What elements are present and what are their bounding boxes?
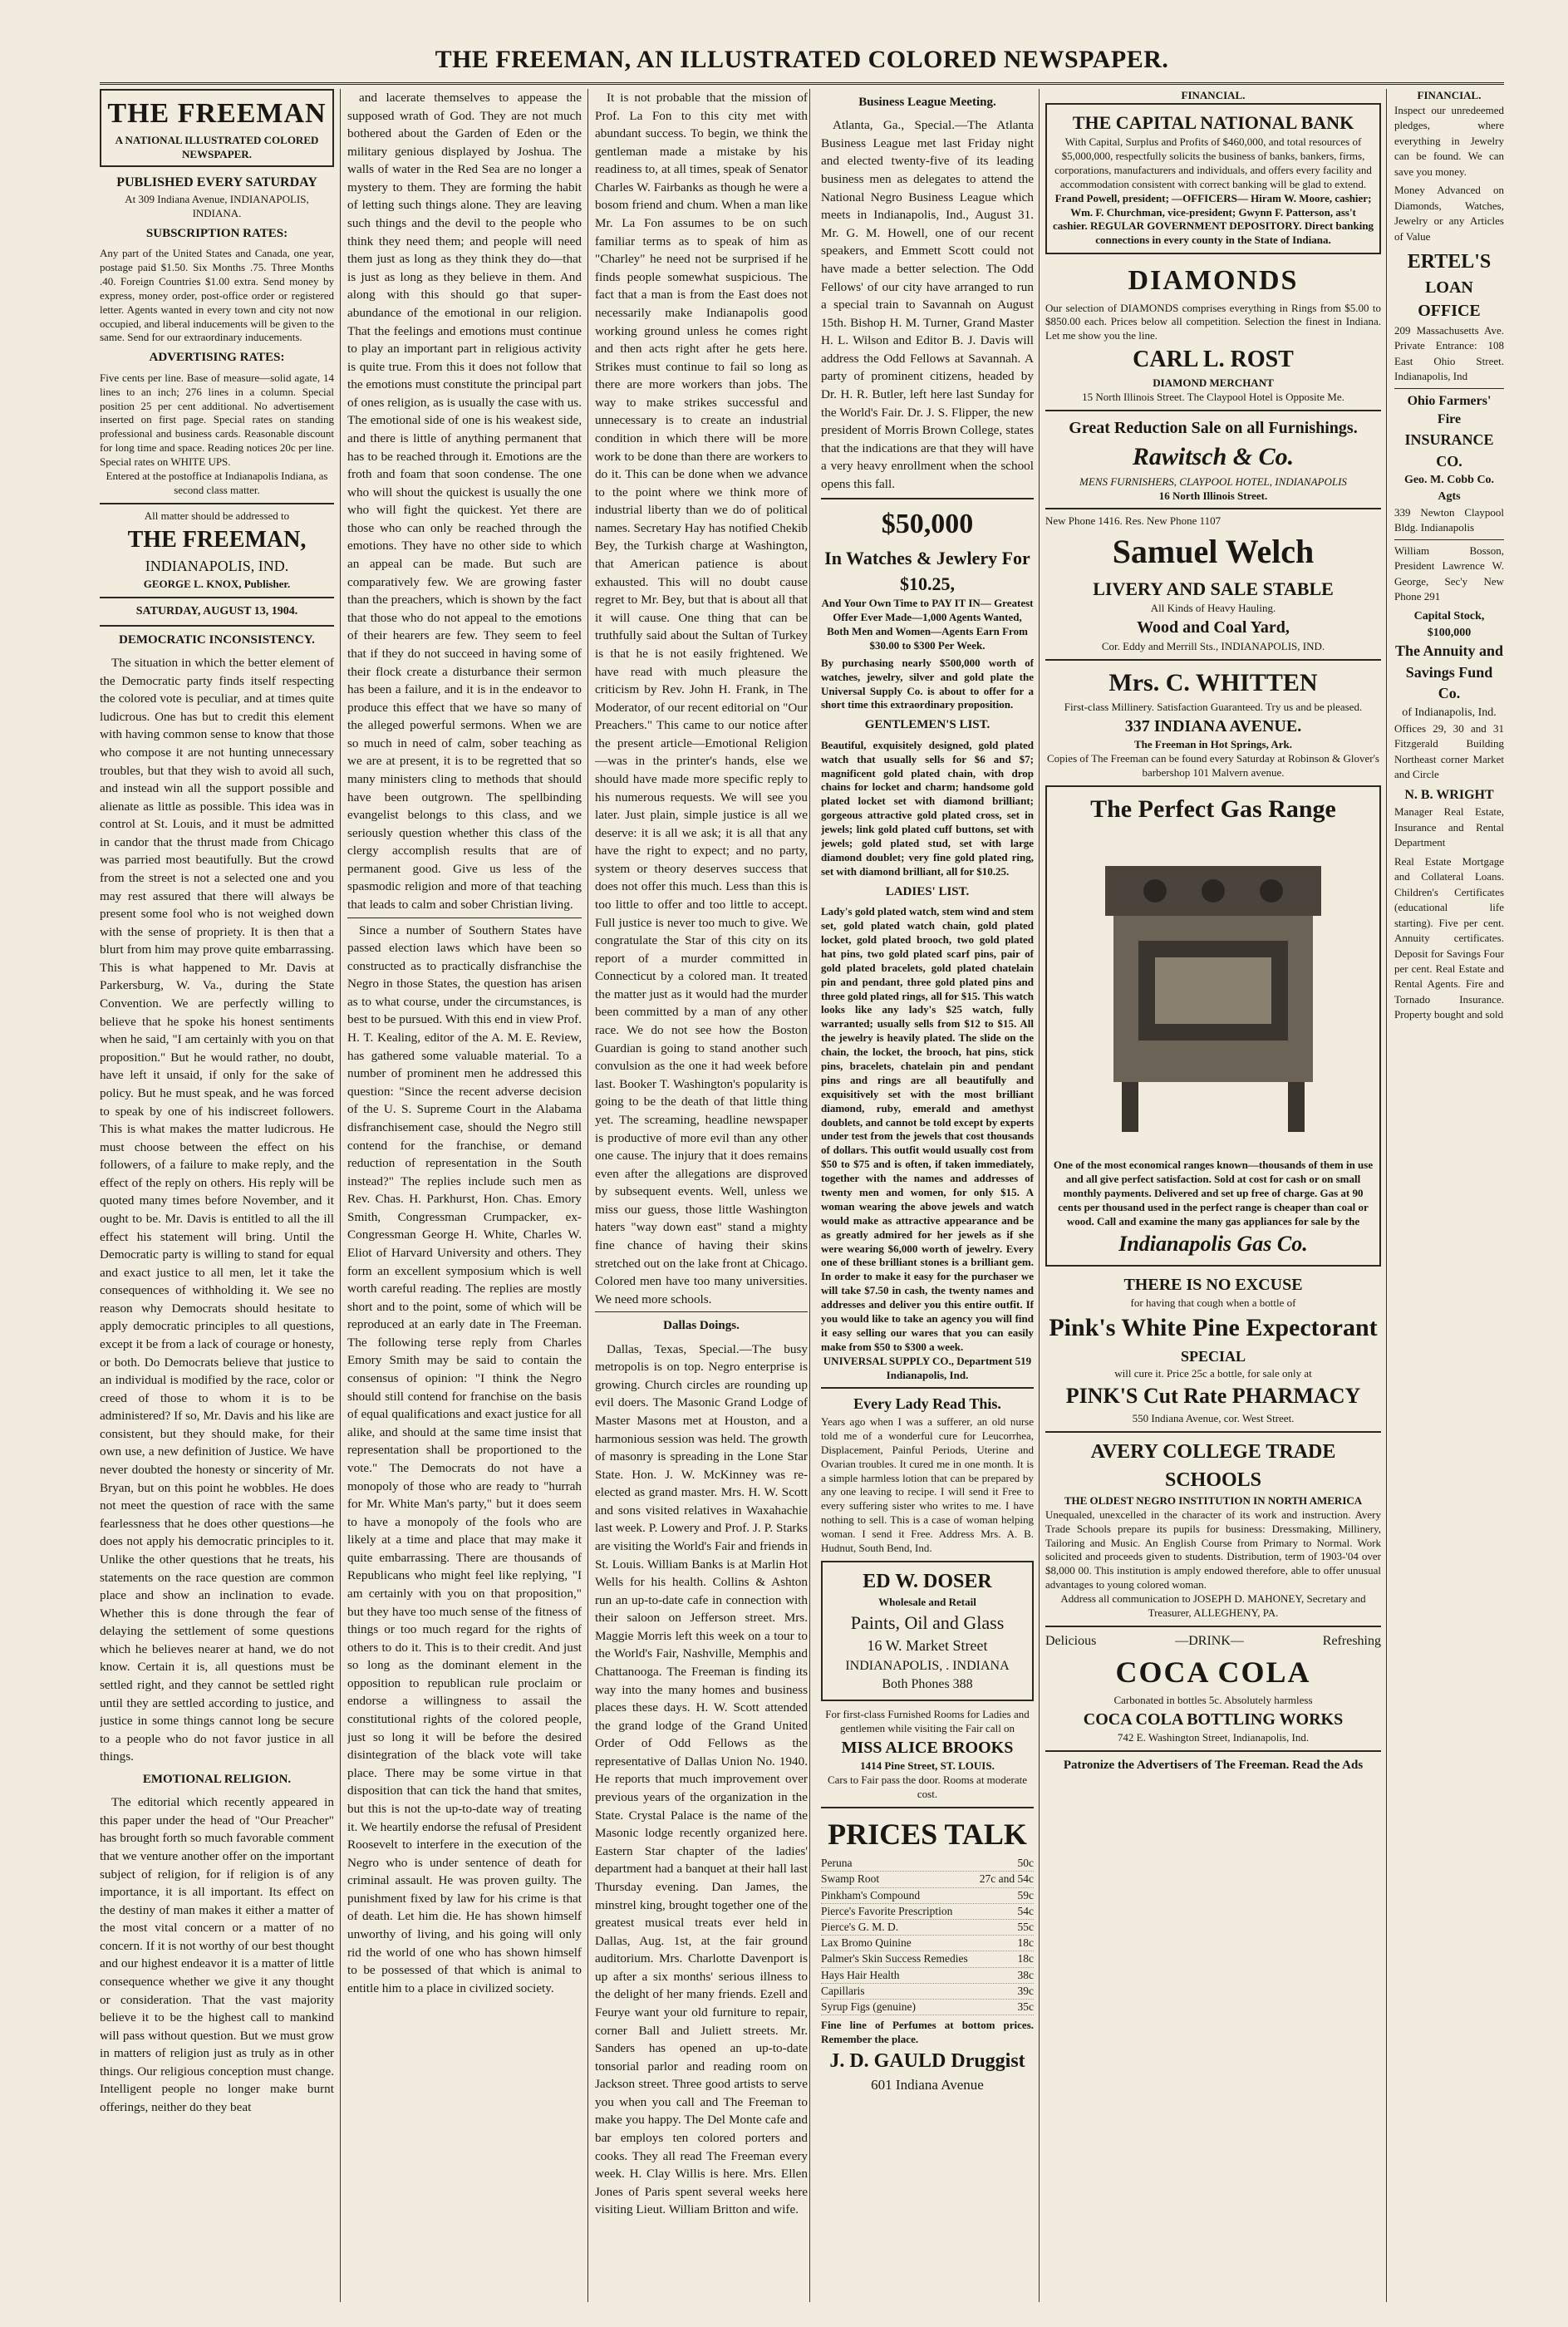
nameplate-box — [100, 89, 334, 167]
ertel-addr: 209 Massachusetts Ave. Private Entrance: 108 East Ohio Street. Indianapolis, Ind — [1394, 323, 1504, 383]
price-row — [821, 1920, 1034, 1936]
wright-name: N. B. WRIGHT — [1404, 787, 1494, 802]
coke-addr: 742 E. Washington Street, Indianapolis, Ind. — [1117, 1731, 1310, 1744]
rost-addr: 15 North Illinois Street. The Claypool Hotel is Opposite Me. — [1082, 390, 1344, 403]
nameplate-title: THE FREEMAN — [107, 98, 327, 129]
watch-addr: UNIVERSAL SUPPLY CO., Department 519 Indianapolis, Ind. — [823, 1354, 1032, 1381]
hotsprings-body: Copies of The Freeman can be found every Saturday at Robinson & Glover's barbershop 101 Malvern avenue. — [1047, 752, 1379, 780]
whitten-name: Mrs. C. WHITTEN — [1108, 668, 1318, 696]
coke-right: Refreshing — [1322, 1633, 1381, 1648]
article2-body: The editorial which recently appeared in this paper under the head of "Our Preacher" has brought forth so much favorable comment that we venture another offer on the important subject of religion, for if religion is of any importance, it is all important. Its effect on the destiny of man makes it either a matter of the most vital concern or a matter of no concern. If it is not worthy of our best thought and our highest endeavor it is a matter of little consequence whether we give it any thought or consideration. That the vast majority believe it to be the highest call to mankind will pass without question. But we must grow in matters of religion just as truly as in other things. Our religious conception must change. Intelligent people no longer make burnt offerings, neither do they beat — [100, 1795, 334, 2115]
welch-hauling: All Kinds of Heavy Hauling. — [1150, 602, 1276, 615]
price-value: 54c — [1017, 1904, 1034, 1917]
gas-company: Indianapolis Gas Co. — [1118, 1231, 1308, 1256]
col3-article: It is not probable that the mission of Prof. La Fon to this city met with abundant success. To begin, we think the gentleman made a mistake by his readiness to, at all times, speak of Senator Charles W. Fairbanks as though he were a bosom friend and chum. When a man like Mr. La Fon assumes to be on such familiar terms as to speak of him as "Charley" he need not be surprised if he finds people somewhat suspicious. The fact that a man is from the East does not necessarily make Indianapolis good working ground unless he comes right and then acts right after he gets here. Strikes must continue to fail so long as there are more workers than jobs. The way to make strikes successful and unnecessary is to create an industrial condition in which there will be more work to be done than there are workers to do it. This can be done when we advance to the point where we think more of industrial liberty than we do of political names. Secretary Hay has notified Chekib Bey, the Turkish charge at Washington, that American patience is about exhausted. This will no doubt cause regret to Mr. Bey, but that is about all that it will cause. One thing that can be truthfully said about the Sultan of Turkey is that he is not easily frightened. We have read with much pleasure the criticism by Rev. John H. Frank, in The Moderator, of our recent editorial on "Our Preachers." This came to our notice after the present article—Emotional Religion—was in the printer's hands, else we should have made more specific reply to his numerous requests. We will see you later. Just plain, simple justice is all we deserve: it is all we ask; it is all that any have the right to expect; and no party, system or theory deserves success that does not offer this much. Less than this is too little to offer and too little to accept. Full justice is never too much to give. We congratulate the Star of this city on its report of a murder committed in Connecticut by a colored man. It treated the matter just as it would had the murder been committed by a man of any other race. We do not see how the Boston Guardian is going to stand another such convulsion as the one it had week before last. Booker T. Washington's popularity is going to be the death of that little thing yet. The screaming, headline newspaper is productive of more evil than any other one cause. The injury that it does remains even after the allegations are disproved by subsequent events. Well, unless we miss our guess, those little Washington haters "way down east" stand a mighty fine chance of having their skins stretched out on the lake front at Chicago. Colored men have too many universities. We need more schools. — [595, 91, 808, 1306]
diamonds-body: Our selection of DIAMONDS comprises everything in Rings from $5.00 to $850.00 each. Prices below all competition. Selection the finest in Indiana. Let me show you the line. — [1045, 301, 1381, 342]
annuity-officers: William Bosson, President Lawrence W. George, Sec'y New Phone 291 — [1394, 544, 1504, 603]
masthead: THE FREEMAN, AN ILLUSTRATED COLORED NEWSPAPER. — [100, 46, 1504, 85]
price-value: 18c — [1017, 1936, 1034, 1950]
doser-line2: Paints, Oil and Glass — [850, 1611, 1005, 1633]
price-item: Hays Hair Health — [821, 1968, 900, 1981]
dallas-title: Dallas Doings. — [663, 1319, 740, 1333]
coke-drink: —DRINK— — [1175, 1633, 1244, 1648]
coke-header — [1045, 1632, 1381, 1651]
annuity-offices: Offices 29, 30 and 31 Fitzgerald Building Northeast corner Market and Circle — [1394, 721, 1504, 781]
ladies-body: Lady's gold plated watch, stem wind and stem set, gold plated watch chain, gold plated locket, gold plated brooch, two gold plated hat pins, two gold plated scarf pins, pair of gold plated bracelets, gold plated chatelain pin and pendant, three gold plated pins and three gold plated rings, all for $15. This watch looks like any lady's $25 watch, fully warranted; usually sells from $12 to $15. All the jewelry is heavily plated. The slide on the chain, the locket, the brooch, hat pins, stick pins, bracelets, chatelain pin and pendant pins and rings are all beautifully and exquisitively set with the most brilliant diamond, ruby, emerald and amethyst doublets, and cannot be told except by experts under test from the jewels that cost thousands of dollars. This outfit would usually cost from $50 to $75 and is often, if taken immediately, together with the names and addresses of twenty men and women, for only $15. A woman wearing the above jewels and watch would make as attractive appearance and be as greatly admired for her jewels as if she were wearing $6,000 worth of jewelry. Every one of these brilliant stones is a brilliant gem. In order to make it easy for the purchaser we will take $7.50 in cash, the twenty names and addresses and deliver you this entire outfit. If you would like to take an agency you will find it easy selling our wares that you can easily make from $50 to $300 a week. — [821, 905, 1034, 1353]
nameplate-subtitle: A NATIONAL ILLUSTRATED COLORED NEWSPAPER. — [115, 134, 319, 161]
price-value: 18c — [1017, 1952, 1034, 1965]
gents-title: GENTLEMEN'S LIST. — [864, 718, 990, 732]
column-rule — [587, 89, 588, 2302]
pink-sub: for having that cough when a bottle of — [1130, 1296, 1296, 1310]
stove-illustration — [1089, 833, 1338, 1149]
column-3 — [595, 89, 808, 2302]
pink-pharmacy: PINK'S Cut Rate PHARMACY — [1065, 1383, 1361, 1408]
bank-ad — [1045, 103, 1381, 254]
rawitsch-addr: 16 North Illinois Street. — [1158, 489, 1268, 502]
annuity-capital: Capital Stock, $100,000 — [1413, 609, 1485, 639]
adv-body: Five cents per line. Base of measure—solid agate, 14 lines to an inch; 276 lines in a column. Special position 25 per cent additional. No advertisement inserted on first page. Special rates on standing professional and business cards. Reasonable discount for long time and space. Reading notices 20c per line. Special rates on WHITE UPS. — [100, 371, 334, 469]
footer-note: Patronize the Advertisers of The Freeman. Read the Ads — [1063, 1758, 1364, 1772]
price-row — [821, 1856, 1034, 1872]
price-item: Peruna — [821, 1857, 853, 1870]
gauld-name: J. D. GAULD Druggist — [829, 2050, 1025, 2073]
services: Real Estate Mortgage and Collateral Loans. Children's Certificates (educational life starting). Five per cent. Annuity certificates. Deposit for Savings Four per cent. Real Estate and Rental Agents. Fire and Tornado Insurance. Property bought and sold — [1394, 854, 1504, 1021]
subs-title: SUBSCRIPTION RATES: — [145, 226, 288, 240]
price-row — [821, 1984, 1034, 2000]
welch-phones: New Phone 1416. Res. New Phone 1107 — [1045, 514, 1221, 528]
doser-line1: Wholesale and Retail — [878, 1596, 976, 1609]
diamonds-title: DIAMONDS — [1128, 265, 1299, 297]
ohio-agent: Geo. M. Cobb Co. Agts — [1403, 474, 1495, 504]
price-value: 35c — [1017, 2000, 1034, 2014]
loan-intro: Inspect our unredeemed pledges, where everything in Jewelry can be found. We can save you money. — [1394, 103, 1504, 178]
column-rule — [340, 89, 341, 2302]
prices-list — [821, 1856, 1034, 2015]
column-6 — [1394, 89, 1504, 2302]
doser-line4: INDIANAPOLIS, . INDIANA — [845, 1658, 1010, 1673]
financial-label: FINANCIAL. — [1181, 89, 1246, 101]
ladies-title: LADIES' LIST. — [885, 884, 970, 898]
column-rule — [809, 89, 810, 2302]
ertel-loan: LOAN OFFICE — [1418, 278, 1481, 321]
entered-note: Entered at the postoffice at Indianapolis Indiana, as second class matter. — [106, 470, 328, 496]
avery-body: Unequaled, unexcelled in the character of its work and instruction. Avery Trade Schools prepare its pupils for business: Dressmaking, Millinery, Tailoring and Music. An English Course from Primary to Normal. Work solicited and proceeds given to students. Distribution, term of 1903-'04 over $8,000 00. This institution is amply endowed therefore, able to offer unusual advantages to young colored woman. — [1045, 1508, 1381, 1592]
doser-line5: Both Phones 388 — [882, 1677, 973, 1692]
ohio-ins: INSURANCE CO. — [1404, 431, 1494, 470]
adv-title: ADVERTISING RATES: — [149, 351, 285, 365]
rost-tag: DIAMOND MERCHANT — [1153, 376, 1274, 389]
brooks-addr: 1414 Pine Street, ST. LOUIS. — [860, 1759, 995, 1773]
coke-works: COCA COLA BOTTLING WORKS — [1083, 1710, 1344, 1729]
pink-addr: 550 Indiana Avenue, cor. West Street. — [1132, 1411, 1295, 1424]
price-row — [821, 1936, 1034, 1951]
sale-title: Great Reduction Sale on all Furnishings. — [1069, 418, 1358, 437]
pink-intro: THERE IS NO EXCUSE — [1123, 1275, 1303, 1294]
annuity-city: of Indianapolis, Ind. — [1402, 706, 1497, 720]
column-rule — [1386, 89, 1387, 2302]
subs-body: Any part of the United States and Canada, one year, postage paid $1.50. Six Months .75. Three Months .40. Foreign Countries $1.00 extra. Send money by express, money order, post-office order or registered letter. Agents wanted in every town and city not now occupied, and liberal inducements will be given to the same. Send for our extraordinary inducements. — [100, 247, 334, 344]
diamonds-ad — [1045, 261, 1381, 404]
price-value: 59c — [1017, 1888, 1034, 1901]
bank-body: With Capital, Surplus and Profits of $460,000, and total resources of $5,000,000, respectfully solicits the business of banks, bankers, firms, corporations, manufacturers and individuals, and offers every facility and accommodation consistent with correct banking will be glad to extend. — [1054, 135, 1372, 190]
issue-date: SATURDAY, AUGUST 13, 1904. — [135, 604, 298, 617]
price-row — [821, 2000, 1034, 2015]
price-value: 39c — [1017, 1984, 1034, 1997]
prices-title: PRICES TALK — [828, 1817, 1027, 1851]
lady-title: Every Lady Read This. — [853, 1395, 1001, 1413]
avery-title: AVERY COLLEGE TRADE SCHOOLS — [1090, 1440, 1336, 1491]
doser-ad — [821, 1561, 1034, 1701]
watch-amount: $50,000 — [881, 509, 974, 540]
gas-ad — [1045, 785, 1381, 1267]
prices-note: Fine line of Perfumes at bottom prices. Remember the place. — [821, 2019, 1034, 2046]
welch-sub: LIVERY AND SALE STABLE — [1093, 578, 1334, 600]
loan-money: Money Advanced on Diamonds, Watches, Jewelry or any Articles of Value — [1394, 184, 1504, 243]
league-body: Atlanta, Ga., Special.—The Atlanta Business League met last Friday night and elected twenty-five of its leading business men as delegates to attend the National Negro Business League which meets in Indianapolis, Ind., August 31. Mr. G. M. Howell, one of our recent speakers, and Emmett Scott could not have made a better selection. The Odd Fellows' of our city have arranged to run a special train to Savannah on August 15th. Bishop H. M. Turner, Grand Master H. L. Wilson and Editor B. J. Davis will address the Odd Fellows at Savannah. A party of prominent citizens, headed by Dr. H. R. Butler, left here last Sunday for the World's Fair. Dr. J. S. Flipper, the new president of Morris Brown College, states that the indications are that they will have a very heavy enrollment when the school opens this fall. — [821, 118, 1034, 491]
gents-body: Beautiful, exquisitely designed, gold plated watch that usually sells for $6 and $7; magnificent gold plated chain, with drop chains for locket and charm; handsome gold plated locket set with diamond brilliant; gorgeous attractive gold plated cross, set in jewels; link gold plated cuff buttons, set with jewels; gold plated stud, set with large diamond doublet; very fine gold plated ring, set with diamond brilliant, all for $10.25. — [821, 738, 1034, 878]
rawitsch-sub: MENS FURNISHERS, CLAYPOOL HOTEL, INDIANAPOLIS — [1079, 475, 1347, 488]
league-title: Business League Meeting. — [858, 96, 996, 109]
price-value: 27c and 54c — [979, 1872, 1034, 1886]
ertel-name: ERTEL'S — [1407, 250, 1492, 273]
price-item: Syrup Figs (genuine) — [821, 2000, 916, 2014]
dallas-body: Dallas, Texas, Special.—The busy metropolis is on top. Negro enterprise is growing. Church circles are rounding up evil doers. The Masonic Grand Lodge of Master Masons met at Houston, and a harmonious session was held. The growth of masonry is spreading in the Lone Star State. Hon. J. W. McKinney was re-elected as grand master. Mrs. H. W. Scott and sons visited relatives in Waxahachie last week. P. Lowery and Prof. J. P. Starks are visiting the World's Fair and friends in St. Louis. William Banks is at Marlin Hot Wells for his health. Collins & Ashton run an up-to-date cafe in connection with their saloon on Jefferson street. Mrs. Maggie Morris left this week on a tour to the World's Fair, Nashville, Memphis and Chattanooga. The Freeman is finding its way into the many homes and business places these days. H. W. Scott attended the grand lodge of the Grand United Order of Odd Fellows as the representative of Dallas Union No. 1940. He reports that much improvement over previous years of the organization in the State. Crystal Palace is the name of the Masonic lodge recently organized here. Eastern Star chapter of the ladies' department had a banquet at their hall last Thursday evening. Dan James, the minstrel king, brought together one of the greatest musical treats ever held in Dallas, Aug. 1st, at the fair ground auditorium. Mrs. Charlotte Davenport is up after a six months' serious illness to the delight of her many friends. Ezell and Feurye want your old furniture to repair, corner Ball and Juliett streets. Mr. Sanders has opened an up-to-date tonsorial parlor and reading room on Jackson street. Three good artists to serve you when you call and The Freeman to make you happy. The Del Monte cafe and bar employs ten colored porters and cooks. They all read The Freeman every week. H. Clay Willis is here. Mrs. Ellen Jones of Paris spent several weeks here visiting Lieut. William Britton and wife. — [595, 1341, 808, 2217]
pink-special: SPECIAL — [1180, 1347, 1246, 1365]
price-item: Palmer's Skin Success Remedies — [821, 1952, 968, 1965]
price-row — [821, 1904, 1034, 1920]
bank-officers: Frand Powell, president; —OFFICERS— Hiram W. Moore, cashier; Wm. F. Churchman, vice-president; Gwynn F. Patterson, ass't cashier. REGULAR GOVERNMENT DEPOSITORY. Direct banking connections in every county in the State of Indiana. — [1052, 191, 1374, 247]
column-5 — [1045, 89, 1381, 2302]
avery-sub: THE OLDEST NEGRO INSTITUTION IN NORTH AMERICA — [1064, 1493, 1363, 1507]
price-value: 38c — [1017, 1968, 1034, 1981]
price-item: Swamp Root — [821, 1872, 880, 1886]
brooks-note: Cars to Fair pass the door. Rooms at moderate cost. — [827, 1774, 1028, 1801]
avery-addr: Address all communication to JOSEPH D. MAHONEY, Secretary and Treasurer, ALLEGHENY, PA. — [1060, 1592, 1366, 1620]
watch-sub: And Your Own Time to PAY IT IN— Greatest Offer Ever Made—1,000 Agents Wanted, Both Men and Women—Agents Earn From $30.00 to $300 Per Week. — [821, 597, 1034, 652]
rost-name: CARL L. ROST — [1133, 347, 1294, 373]
annuity-title: The Annuity and Savings Fund Co. — [1394, 642, 1504, 702]
watch-body: By purchasing nearly $500,000 worth of watches, jewelry, silver and gold plate the Universal Supply Co. is about to offer for a short time this extraordinary proposition. — [821, 656, 1034, 711]
whitten-body: First-class Millinery. Satisfaction Guaranteed. Try us and be pleased. — [1064, 701, 1363, 714]
col2-article2: Since a number of Southern States have passed election laws which have been so constructed as to practically disfranchise the Negro in those States, the question has arisen as to what course, under the circumstances, is best to be pursued. With this end in view Prof. H. T. Kealing, editor of the A. M. E. Review, has gathered some valuable material. To a number of prominent men he addressed this question: "Since the recent adverse decision of the U. S. Supreme Court in the Alabama disfranchisement case, should the Negro still contend for the franchise, or demand reduction of representation in the South instead?" The replies include such men as Rev. Chas. H. Parkhurst, Hon. Chas. Emory Smith, Congressman Crumpacker, ex-Congressman George H. White, Charles W. Eliot of Harvard University and others. They form an excellent symposium which is well worth careful reading. The replies are mostly short and to the point, some of which will be reproduced at an early date in The Freeman. The following terse reply from Charles Emory Smith may be said to contain the consensus of opinion: "I think the Negro should still contend for franchise on the basis of equal qualifications and exact justice for all alike, and should at the same time insist that representation shall be proportioned to the vote." The Democrats do not have a monopoly of those who are ready to "hurrah for Mr. White Man's party," but it does seem to have a monopoly of the fools who are likely at a time and place that may make it quite embarrassing. There are thousands of Republicans who might feel like replying, "I am certainly with you on that proposition," but they have too much sense of the fitness of things or too much regard for the rights of others to do it. This is to their credit. And just so long as the dominant element in the opposition to republican rule proclaim or endorse a willingness to assail the constitutional rights of the colored people, just so long it will be before the desired disintegration of the black vote will take place. There may be some virtue in that disposition that can tick the hand that smites, but this is not the up-to-date way of treating it. We heartily endorse the refusal of President Roosevelt to interfere in the execution of the Negro who is under sentence of death for criminal assault. He was proven guilty. The punishment fixed by law for his crime is that of death. Let him die. He has shown himself unworthy of living, and his going will only rid the world of one who has shown himself to be possessed of that which is animal to entitle him to a place in civilized society. — [347, 922, 582, 1995]
price-item: Capillaris — [821, 1984, 865, 1997]
rawitsch-logo: Rawitsch & Co. — [1132, 443, 1295, 471]
price-item: Pierce's Favorite Prescription — [821, 1904, 953, 1917]
gas-body: One of the most economical ranges known—thousands of them in use and all give perfect satisfaction. Sold at cost for cash or on small monthly payments. Delivered and set up free of charge. Gas at 90 cents per thousand used in the perfect range is cheaper than coal or wood. Call and examine the many gas appliances for sale by the — [1053, 1159, 1374, 1227]
financial-label-2: FINANCIAL. — [1417, 89, 1482, 101]
ohio-title: Ohio Farmers' Fire — [1407, 393, 1492, 427]
price-value: 50c — [1017, 1857, 1034, 1870]
column-2 — [347, 89, 582, 2302]
welch-addr: Cor. Eddy and Merrill Sts., INDIANAPOLIS, IND. — [1101, 639, 1325, 652]
price-row — [821, 1951, 1034, 1967]
published-line: PUBLISHED EVERY SATURDAY — [116, 175, 317, 190]
price-row — [821, 1968, 1034, 1984]
wright-body: Manager Real Estate, Insurance and Rental Department — [1394, 805, 1504, 849]
lady-body: Years ago when I was a sufferer, an old nurse told me of a wonderful cure for Leucorrhea, Displacement, Painful Periods, Uterine and Ovarian troubles. It cured me in one month. It is a simple harmless lotion that can be prepared by any one leaving to recipe. I will send it Free to every suffering sister who writes to me. I have nothing to sell. This is a case of woman helping woman. I send it Free. Address Mrs. A. B. Hudnut, South Bend, Ind. — [821, 1415, 1034, 1555]
gauld-addr: 601 Indiana Avenue — [871, 2077, 984, 2093]
price-item: Lax Bromo Quinine — [821, 1936, 912, 1950]
published-address: At 309 Indiana Avenue, INDIANAPOLIS, INDIANA. — [125, 192, 309, 219]
price-value: 55c — [1017, 1920, 1034, 1933]
coke-name: COCA COLA — [1115, 1655, 1311, 1689]
doser-name: ED W. DOSER — [863, 1570, 992, 1592]
price-row — [821, 1888, 1034, 1904]
column-1 — [100, 89, 334, 2302]
pink-title: Pink's White Pine Expectorant — [1049, 1313, 1378, 1341]
price-row — [821, 1872, 1034, 1887]
col2-article: and lacerate themselves to appease the supposed wrath of God. They are not much bothered about the Garden of Eden or the military genious displayed by Joshua. The walls of water in the Red Sea are no longer a mystery to them. They are forming the habit of letting such things alone. They are leaving such things and the devil to the people who think they need them; and people will need them just as long as they think they do—that is just as long as they believe in them. And along with this should go that super-abundance of the emotional in our religion. That the feelings and emotions must continue to play an important part in religious activity is quite true. From this it does not follow that the emotions must constitute the principal part of ones religion, as is usually the case with us. The emotional side of one is his weakest side, and there is little of anything permanent that has to be reached through it. Emotions are the froth and foam that soon condense. The one who will shout the quickest is usually the one who will fight the quickest. Yet there are those who can only be reached through the emotions. They have no other side to which an appeal can be made. But such are comparatively few. We are growing faster than the preachers, which is shown by the fact that those who do not appeal to the emotions of their hearers are few. They seem to feel that if they do not succeed in having some of their flock create a disturbance their sermon has been a failure, and it is in the endeavor to produce this effect that we have so many of the alleged powerful sermons. When we are so much in need of calm, sober teaching as we are at present, it is to be regretted that so many ministers cling to methods that should have been outgrown. The spellbinding evangelist belongs to this class, and we seriously question whether this class of the clergy accomplish results that are of permanent good. Give us less of the spasmodic religion and more of that teaching that leads to calm and sober Christian living. — [347, 91, 582, 913]
whitten-addr: 337 INDIANA AVENUE. — [1124, 717, 1302, 736]
article1-body: The situation in which the better element of the Democratic party finds itself respecting the colored vote is peculiar, and at times quite ludicrous. One has but to credit this element with having common sense to know that those who compose it are not hunting unnecessary troubles, but that they wish to avoid all such, and instead win all the support possible and alienate as little as possible. This idea was in control at St. Louis, and it must be admitted in candor that the thrust made from Chicago was parried most beautifully. But the crowd from the street is not a selected one and you may rest assured that there will always be present some fool who is not weighed down with the sense of propriety. It is then that a blurt from him may prove quite embarrassing. This is what happened to Mr. Davis at Parkersburg, W. Va., during the State Convention. We are perfectly willing to believe that he spoke his honest sentiments when he said, "I am certainly with you on that proposition." But he would rather, no doubt, have left it unsaid, if only for the sake of policy. But he must speak, and he was forced to speak by one of his indiscreet followers. This is what makes the matter ludicrous. He must choose between the effect on his followers, of a failure to make reply, and the effect of the reply on others. His reply will be quoted many times before November, and it ought to be. Mr. Davis is entitled to all the ill effect his statement will bring. Until the Democratic party is willing to stand for equal and exact justice to all men, let it take the consequences of withholding it. We see no reason why Democrats should hesitate to apply democratic principles to all questions, except it be from a lack of courage or honesty, or both. Do Democrats believe that justice to an individual is modified by the race, color or creed of those to whom it is to be administered? If so, Mr. Davis and his like are consistent, but they should make, for their own use, a new definition of Justice. We have never doubted the honesty or sincerity of Mr. Bryan, but on this point he wobbles. He does not meet the question of race with the same fearlessness that he does other questions—he does not apply his democratic principles to it. Unlike the other questions that he treats, his statements on the race question are common place and show an inclination to evade. Whether this is done through the fear of delaying the settlement of some questions which he believes nearer at hand, we do not know. Certain it is, all questions must be settled right, and they cannot be settled right until they are settled according to justice, and justice in some things cannot long be secure to a people who do not favor justice in all things. — [100, 656, 334, 1764]
article2-title: EMOTIONAL RELIGION. — [142, 1772, 292, 1786]
pink-price: will cure it. Price 25c a bottle, for sale only at — [1114, 1367, 1312, 1380]
brooks-intro: For first-class Furnished Rooms for Ladies and gentlemen while visiting the Fair call on — [825, 1708, 1030, 1735]
welch-name: Samuel Welch — [1112, 533, 1315, 571]
pub-city: INDIANAPOLIS, IND. — [145, 558, 289, 575]
bank-title: THE CAPITAL NATIONAL BANK — [1072, 111, 1354, 133]
column-4 — [821, 89, 1034, 2302]
ohio-addr: 339 Newton Claypool Bldg. Indianapolis — [1394, 505, 1504, 534]
doser-line3: 16 W. Market Street — [867, 1637, 988, 1655]
coke-left: Delicious — [1045, 1633, 1097, 1648]
brooks-name: MISS ALICE BROOKS — [841, 1738, 1014, 1757]
newspaper-page — [100, 46, 1504, 2302]
coke-line: Carbonated in bottles 5c. Absolutely harmless — [1113, 1693, 1313, 1706]
welch-wood: Wood and Coal Yard, — [1137, 618, 1290, 637]
gas-title: The Perfect Gas Range — [1090, 795, 1336, 824]
pub-name: THE FREEMAN, — [127, 526, 307, 553]
price-item: Pierce's G. M. D. — [821, 1920, 899, 1933]
hotsprings-title: The Freeman in Hot Springs, Ark. — [1133, 738, 1293, 751]
watch-head: In Watches & Jewlery For $10.25, — [824, 547, 1030, 594]
address-line: All matter should be addressed to — [144, 509, 290, 522]
article1-title: DEMOCRATIC INCONSISTENCY. — [119, 632, 315, 647]
publisher: GEORGE L. KNOX, Publisher. — [143, 577, 291, 590]
price-item: Pinkham's Compound — [821, 1888, 921, 1901]
column-rule — [1039, 89, 1040, 2302]
